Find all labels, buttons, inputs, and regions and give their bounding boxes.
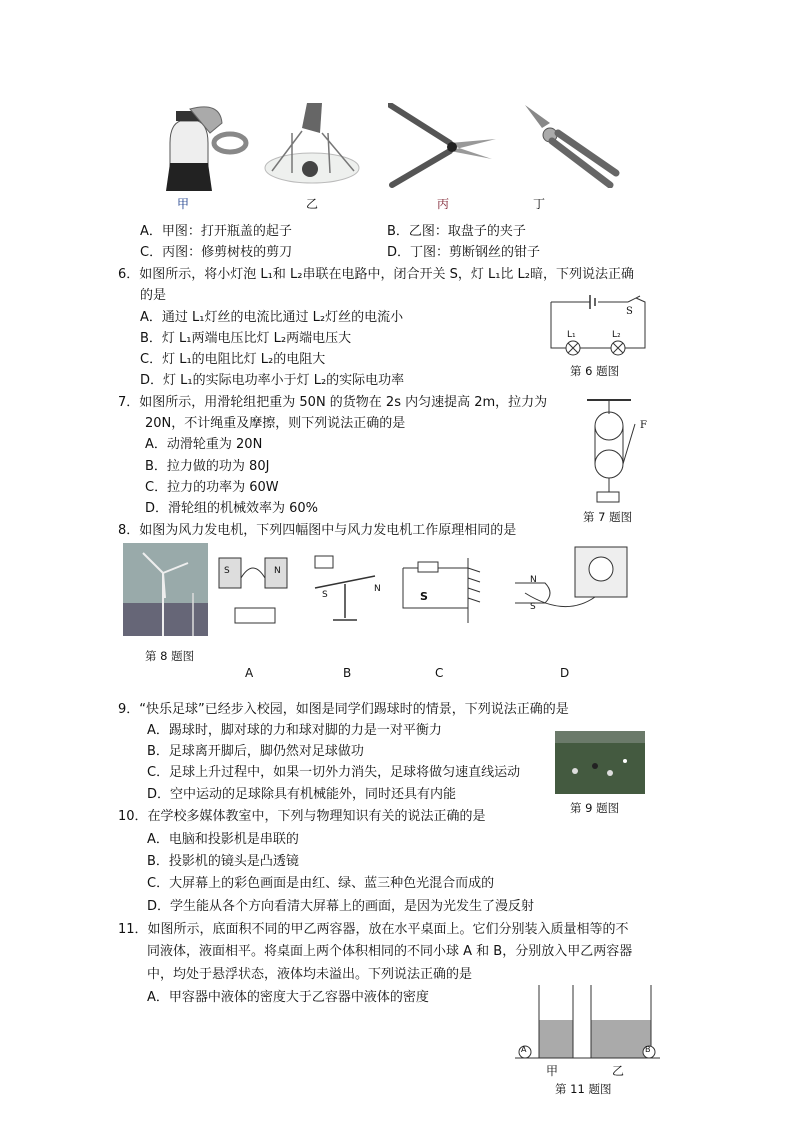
q5-option-c: C．丙图：修剪树枝的剪刀 (140, 245, 293, 260)
q7-option-b: B．拉力做的功为 80J (145, 459, 270, 474)
q10-option-a: A．电脑和投影机是串联的 (147, 832, 299, 847)
option-d-n-label: N (530, 575, 537, 585)
q7-option-a: A．动滑轮重为 20N (145, 437, 263, 452)
q9-option-d: D．空中运动的足球除具有机械能外，同时还具有内能 (147, 787, 457, 802)
q10-option-d: D．学生能从各个方向看清大屏幕上的画面，是因为光发生了漫反射 (147, 899, 535, 914)
fig-label-jia: 甲 (177, 197, 190, 211)
q11-option-a: A．甲容器中液体的密度大于乙容器中液体的密度 (147, 990, 429, 1005)
q8-label-b: B (343, 666, 352, 680)
q5-option-d: D．丁图：剪断钢丝的钳子 (387, 245, 541, 260)
q10-stem: 10．在学校多媒体教室中，下列与物理知识有关的说法正确的是 (118, 809, 486, 824)
circuit-diagram (548, 292, 648, 358)
ball-a-label: A (521, 1045, 527, 1054)
fig-label-bing: 丙 (437, 197, 450, 211)
q10-option-b: B．投影机的镜头是凸透镜 (147, 854, 299, 869)
plate-clip-figure (262, 103, 362, 188)
lamp-l1-label: L₁ (567, 330, 576, 340)
football-photo (555, 731, 645, 794)
q8-label-a: A (245, 666, 254, 680)
q9-caption: 第 9 题图 (570, 801, 620, 815)
q8-stem: 8．如图为风力发电机，下列四幅图中与风力发电机工作原理相同的是 (118, 523, 517, 538)
q7-option-c: C．拉力的功率为 60W (145, 480, 279, 495)
bottle-opener-figure (140, 103, 250, 191)
q9-stem: 9．“快乐足球”已经步入校园，如图是同学们踢球时的情景，下列说法正确的是 (118, 702, 569, 717)
pliers-figure (520, 103, 620, 188)
containers-diagram (515, 985, 660, 1065)
q6-option-d: D．灯 L₁的实际电功率小于灯 L₂的实际电功率 (140, 373, 405, 388)
fig-label-ding: 丁 (533, 197, 546, 211)
q11-stem-cont-2: 中，均处于悬浮状态，液体均未溢出。下列说法正确的是 (147, 967, 473, 982)
lamp-l2-label: L₂ (612, 330, 621, 340)
q7-caption: 第 7 题图 (583, 510, 633, 524)
q5-option-b: B．乙图：取盘子的夹子 (387, 224, 526, 239)
switch-label: S (626, 306, 633, 317)
q6-stem: 6．如图所示，将小灯泡 L₁和 L₂串联在电路中，闭合开关 S，灯 L₁比 L₂暗，下列说法正确 (118, 267, 635, 282)
q8-label-d: D (560, 666, 570, 680)
q6-option-c: C．灯 L₁的电阻比灯 L₂的电阻大 (140, 352, 326, 367)
option-a-figure (215, 548, 295, 633)
option-b-n-label: N (374, 584, 381, 594)
pulley-diagram (585, 396, 645, 506)
fig-label-yi: 乙 (306, 197, 319, 211)
q8-caption: 第 8 题图 (145, 649, 195, 663)
option-d-figure (505, 543, 635, 623)
container-yi-label: 乙 (612, 1064, 625, 1078)
q6-stem-cont: 的是 (140, 288, 167, 303)
option-c-figure (398, 548, 493, 633)
force-f-label: F (640, 420, 647, 431)
option-a-s-label: S (224, 566, 230, 576)
q11-caption: 第 11 题图 (555, 1082, 612, 1096)
pruning-shears-figure (388, 103, 498, 188)
q10-option-c: C．大屏幕上的彩色画面是由红、绿、蓝三种色光混合而成的 (147, 876, 495, 891)
option-d-s-label: S (530, 602, 536, 612)
q9-option-c: C．足球上升过程中，如果一切外力消失，足球将做匀速直线运动 (147, 765, 521, 780)
q7-stem-cont: 20N，不计绳重及摩擦，则下列说法正确的是 (145, 416, 406, 431)
q5-option-a: A．甲图：打开瓶盖的起子 (140, 224, 292, 239)
q6-caption: 第 6 题图 (570, 364, 620, 378)
wind-turbine-photo (123, 543, 208, 636)
option-a-n-label: N (274, 566, 281, 576)
container-jia-label: 甲 (546, 1064, 559, 1078)
q7-stem: 7．如图所示，用滑轮组把重为 50N 的货物在 2s 内匀速提高 2m，拉力为 (118, 395, 548, 410)
option-b-s-label: S (322, 590, 328, 600)
q6-option-b: B．灯 L₁两端电压比灯 L₂两端电压大 (140, 331, 352, 346)
q7-option-d: D．滑轮组的机械效率为 60% (145, 501, 319, 516)
q9-option-a: A．踢球时，脚对球的力和球对脚的力是一对平衡力 (147, 723, 442, 738)
q9-option-b: B．足球离开脚后，脚仍然对足球做功 (147, 744, 364, 759)
q8-label-c: C (435, 666, 444, 680)
option-b-figure (305, 548, 385, 633)
ball-b-label: B (645, 1045, 651, 1054)
option-c-s-label: S (420, 590, 428, 603)
q6-option-a: A．通过 L₁灯丝的电流比通过 L₂灯丝的电流小 (140, 310, 404, 325)
q11-stem: 11．如图所示，底面积不同的甲乙两容器，放在水平桌面上。它们分别装入质量相等的不 (118, 922, 629, 937)
q11-stem-cont-1: 同液体，液面相平。将桌面上两个体积相同的不同小球 A 和 B，分别放入甲乙两容器 (147, 944, 633, 959)
